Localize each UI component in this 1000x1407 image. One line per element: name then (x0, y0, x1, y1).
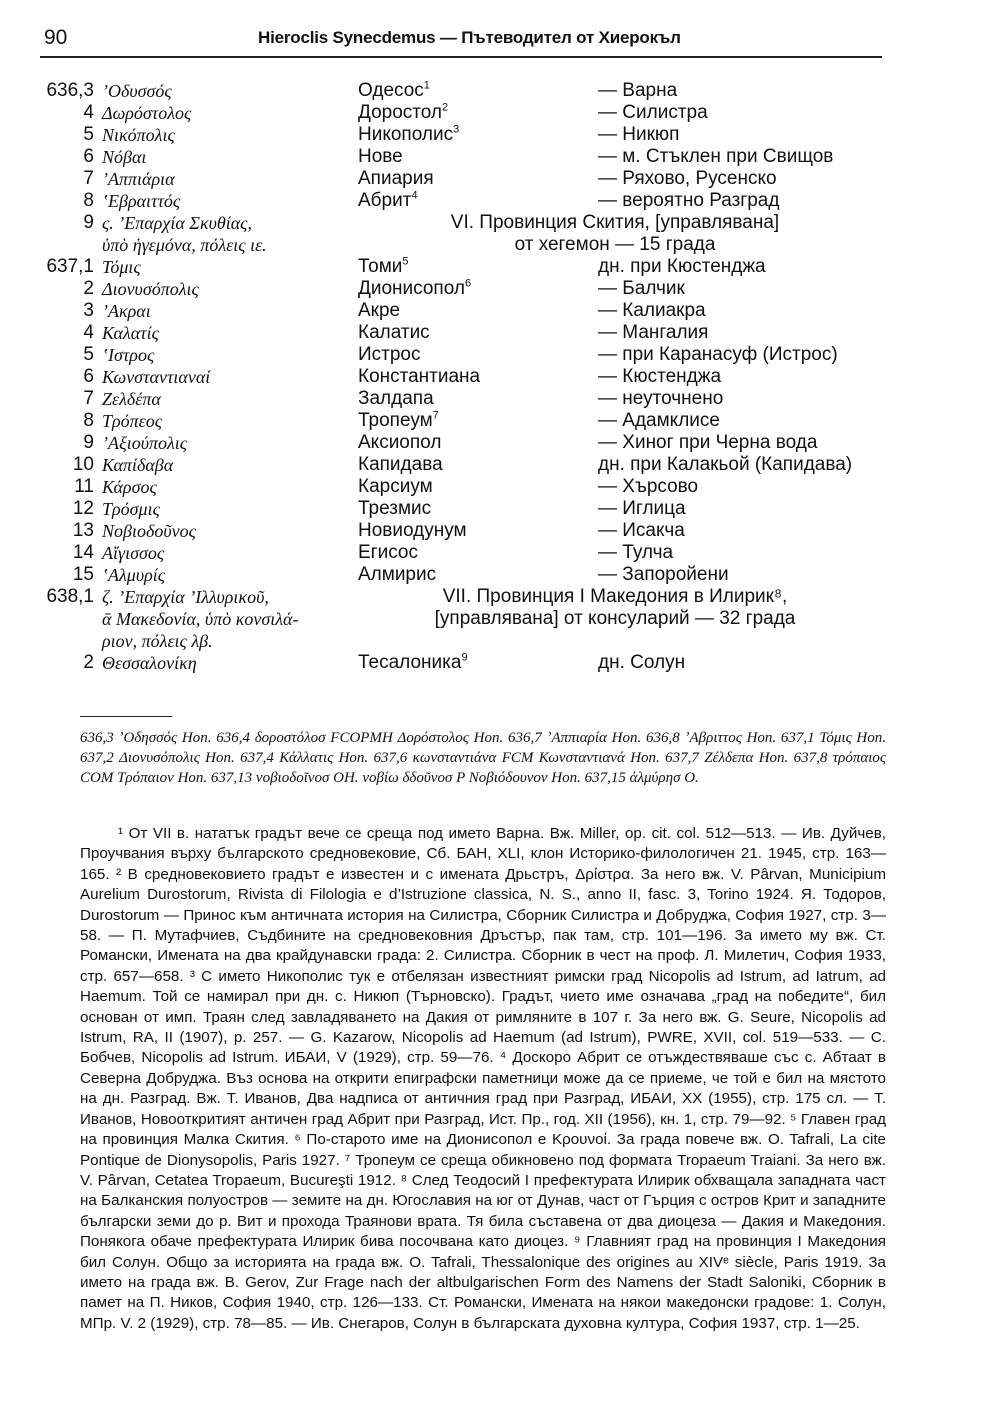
entry-row (0, 542, 1000, 564)
greek-name: ʼΑξιούπολις (102, 433, 188, 453)
modern-name: дн. при Кюстенджа (598, 256, 766, 277)
greek-name: Καπίδαβα (102, 455, 174, 475)
greek-name: Διονυσόπολις (102, 279, 199, 299)
footnote-ref: 7 (432, 409, 439, 422)
greek-name: ʼΑκραι (102, 301, 151, 321)
entry-row (0, 498, 1000, 520)
entry-row (0, 520, 1000, 542)
bulgarian-name: Нове (358, 146, 403, 167)
bulgarian-name: Аксиопол (358, 432, 442, 453)
footnote-ref: 9 (461, 651, 468, 664)
entry-number: 4 (83, 102, 94, 123)
greek-name: Τόμις (102, 257, 141, 277)
entry-row (0, 476, 1000, 498)
bulgarian-name: Никополис$^3$ (358, 123, 460, 145)
running-head: Hieroclis Synecdemus — Пътеводител от Хиерокъл (258, 28, 681, 47)
entry-number: 2 (83, 278, 94, 299)
bulgarian-name: Карсиум (358, 476, 433, 497)
modern-name: — Кюстенджа (598, 366, 722, 387)
bulgarian-name: Алмирис (358, 564, 437, 585)
entry-row (0, 432, 1000, 454)
greek-name: ς. ʼΕπαρχία Σκυθίας, (102, 213, 252, 233)
footnote-ref: 4 (411, 189, 418, 202)
footnote-ref: 1 (423, 79, 430, 92)
footnote-ref: 5 (402, 255, 409, 268)
entry-number: 11 (74, 476, 94, 497)
bulgarian-name: Тропеум$^7$ (358, 409, 439, 431)
entry-row (0, 124, 1000, 146)
modern-name: — Хиног при Черна вода (598, 432, 818, 453)
entry-number: 7 (83, 388, 94, 409)
greek-name: Κάρσος (102, 477, 157, 497)
province-heading: VII. Провинция I Македония в Илирик⁸, (442, 586, 788, 607)
greek-name: Κωνσταντιαναί (102, 367, 211, 387)
entry-number: 12 (72, 498, 94, 519)
entry-row (0, 586, 1000, 608)
modern-name: — Калиакра (598, 300, 706, 321)
bulgarian-name: Калатис (358, 322, 430, 343)
province-heading: от хегемон — 15 града (514, 234, 716, 255)
greek-name: ʽΙστρος (102, 345, 155, 365)
page-number: 90 (44, 26, 68, 49)
entry-number: 9 (83, 212, 94, 233)
modern-name: дн. при Калакьой (Капидава) (598, 454, 853, 475)
bulgarian-name: Акре (358, 300, 401, 321)
bulgarian-name: Доростол$^2$ (358, 101, 449, 123)
entry-number: 4 (83, 322, 94, 343)
bulgarian-name: Залдапа (358, 388, 434, 409)
entry-number: 636,3 (46, 80, 94, 101)
bulgarian-name: Капидава (358, 454, 443, 475)
greek-name: ὑπὸ ἡγεμόνα, πόλεις ιε. (102, 235, 267, 255)
greek-name: Καλατίς (102, 323, 159, 343)
modern-name: — Ряхово, Русенско (598, 168, 777, 189)
entry-row (0, 256, 1000, 278)
footnote-paragraph: ¹ От VII в. нататък градът вече се среща под името Варна. Вж. Miller, op. cit. col. 512—513. — Ив. Дуйчев, Проучвания върху българското средновековие, Сб. БАН, XLI, клон Историко-филологичен 21. 1945, стр. 163—165. ² В средновековието градът е известен и с имената Дрьстръ, Δρίστρα. За него вж. V. Pârvan, Municipium Aurelium Durostorum, Rivista di Filologia e d’Istruzione classica, N. S., anno II, fasc. 3, Torino 1924. Я. Тодоров, Durostorum — Принос към античната история на Силистра, Сборник Силистра и Добруджа, София 1927, стр. 3—58. — П. Мутафчиев, Съдбините на средновековния Дръстър, пак там, стр. 101—196. За името му вж. Ст. Романски, Имената на два крайдунавски града: 2. Силистра. Сборник в чест на проф. Л. Милетич, София 1933, стр. 657—658. ³ С името Никополис тук е отбелязан известният римски град Nicopolis ad Istrum, ad Iatrum, ad Haemum. Той се намирал при дн. с. Никюп (Търновско). Градът, чието име означава „град на победите“, бил основан от имп. Траян след завладяването на Дакия от римляните в 107 г. За него вж. G. Seure, Nicopolis ad Istrum, RA, II (1907), p. 257. — G. Kazarow, Nicopolis ad Haemum (ad Istrum), PWRE, XVII, col. 519—533. — С. Бобчев, Nicopolis ad Istrum. ИБАИ, V (1929), стр. 59—76. ⁴ Доскоро Абрит се отъждествяваше със с. Абтаат в Северна Добруджа. Въз основа на открити епиграфски паметници може да се приеме, че той е бил на мястото на дн. Разград. Вж. Т. Иванов, Два надписа от античния град при Разград, ИБАИ, XX (1955), стр. 175 сл. — Т. Иванов, Новооткритият античен град Абрит при Разград, Ист. Пр., год. XII (1956), кн. 1, стр. 79—92. ⁵ Главен град на провинция Малка Скития. ⁶ По-старото име на Дионисопол е Κρουνοί. За града повече вж. O. Tafrali, La cite Pontique de Dionysopolis, Paris 1927. ⁷ Тропеум се среща обикновено под формата Tropaeum Traiani. За него вж. V. Pârvan, Cetatea Tropaeum, Bucureşti 1912. ⁸ След Теодосий I префектурата Илирик обхващала западната част на Балканския полуостров — земите на дн. Югославия на юг от Дунав, част от Гърция с остров Крит и западните български земи до р. Вит и прохода Траянови врата. Тя била съставена от два диоцеза — Дакия и Македония. Понякога обаче префектурата Илирик бива посочвана като диоцез. ⁹ Главният град на провинция I Македония бил Солун. Общо за историята на града вж. O. Tafrali, Thessalonique des origines au XIVᵉ siècle, Paris 1919. За името на града вж. B. Gerov, Zur Frage nach der altbulgarischen Form des Namens der Stadt Saloniki, Сборник в памет на П. Ников, София 1940, стр. 126—133. Ст. Романски, Имената на някои македонски градове: 1. Солун, МПр. V. 2 (1929), стр. 78—85. — Ив. Снегаров, Солун в българската духовна култура, София 1937, стр. 1—25. (80, 825, 886, 1332)
footnote-ref: 6 (464, 277, 472, 290)
entry-number: 9 (83, 432, 94, 453)
entry-row (0, 454, 1000, 476)
entry-row (0, 388, 1000, 410)
greek-name: ζ. ʼΕπαρχία ʼΙλλυρικοῦ, (102, 587, 269, 607)
greek-name: ʽΕβραιττός (102, 191, 181, 211)
modern-name: — Варна (598, 80, 678, 101)
greek-name: Νικόπολις (102, 125, 175, 145)
entry-number: 8 (83, 410, 94, 431)
entry-row (0, 410, 1000, 432)
entry-number: 2 (83, 652, 94, 673)
greek-name: Ζελδέπα (102, 389, 161, 409)
modern-name: — Силистра (598, 102, 708, 123)
modern-name: — Мангалия (598, 322, 709, 343)
greek-name: ʽΑλμυρίς (102, 565, 166, 585)
modern-name: — Запоройени (598, 564, 729, 585)
modern-name: — Адамклисе (598, 410, 720, 431)
entry-row (0, 168, 1000, 190)
entry-number: 7 (83, 168, 94, 189)
modern-name: — Никюп (598, 124, 680, 145)
bulgarian-name: Абрит$^4$ (358, 189, 418, 211)
entry-number: 6 (83, 146, 94, 167)
entry-number: 5 (83, 124, 94, 145)
page-header (40, 26, 882, 58)
entry-number: 638,1 (46, 586, 94, 607)
entry-number: 3 (83, 300, 94, 321)
greek-name: Τρόπεος (102, 411, 163, 431)
bulgarian-name: Дионисопол$^6$ (358, 277, 472, 299)
entry-number: 6 (83, 366, 94, 387)
bulgarian-name: Истрос (358, 344, 421, 365)
greek-name: Νόβαι (102, 147, 147, 167)
modern-name: — Хърсово (598, 476, 699, 497)
greek-name: ʼΑππιάρια (102, 169, 175, 189)
greek-name: Θεσσαλονίκη (102, 653, 197, 673)
modern-name: — вероятно Разград (598, 190, 780, 211)
critical-apparatus: 636,3 ʼΟδησσός Hon. 636,4 δοροστόλοσ FCOPMH Δορόστολος Hon. 636,7 ʼΑππιαρία Hon. 636,8 ʼΑβριττος Hon. 637,1 Τόμις Hon. 637,2 Διονυσόπολις Hon. 637,4 Κάλλατις Hon. 637,6 κωνσταντιάνα FCM Κωνσταντιανά Hon. 637,7 Ζέλδεπα Hon. 637,8 τρόπαιος COM Τρόπαιον Hon. 637,13 νοβιοδοῖνοσ OH. νοβίω δδοῦνοσ P Νοβιόδουνον Hon. 637,15 ἁλμύρησ O. (80, 730, 886, 786)
entry-number: 8 (83, 190, 94, 211)
apparatus-rule (80, 716, 172, 717)
entry-row (0, 212, 1000, 234)
bulgarian-name: Апиария (358, 168, 434, 189)
bulgarian-name: Новиодунум (358, 520, 467, 541)
entry-row (0, 652, 1000, 674)
entry-number: 13 (72, 520, 94, 541)
greek-name: Νοβιοδοῦνος (102, 521, 196, 541)
entry-row (0, 80, 1000, 102)
bulgarian-name: Томи$^5$ (358, 255, 409, 277)
entry-row (0, 344, 1000, 366)
modern-name: — при Каранасуф (Истрос) (598, 344, 838, 365)
entry-row (0, 608, 1000, 630)
bulgarian-name: Одесос$^1$ (358, 79, 430, 101)
entry-row (0, 146, 1000, 168)
entry-row (0, 300, 1000, 322)
bulgarian-name: Трезмис (358, 498, 432, 519)
footnote-ref: 2 (442, 101, 449, 114)
modern-name: — Иглица (598, 498, 686, 519)
greek-name: ᾱ Μακεδονία, ὑπὸ κονσιλά- (102, 609, 299, 629)
entry-row (0, 234, 1000, 256)
modern-name: — Балчик (598, 278, 685, 299)
entry-row (0, 564, 1000, 586)
footnotes (80, 824, 886, 1334)
province-heading: VI. Провинция Скития, [управлявана] (450, 212, 780, 233)
entry-number: 637,1 (46, 256, 94, 277)
entry-row (0, 278, 1000, 300)
greek-name: Δωρόστολος (102, 103, 192, 123)
entry-number: 15 (72, 564, 94, 585)
footnote-ref: 3 (453, 123, 460, 136)
bulgarian-name: Егисос (358, 542, 418, 563)
modern-name: — м. Стъклен при Свищов (598, 146, 834, 167)
province-heading: [управлявана] от консуларий — 32 града (434, 608, 796, 629)
greek-name: ʼΟδυσσός (102, 81, 172, 101)
entry-number: 10 (72, 454, 94, 475)
greek-name: ριον, πόλεις λβ. (102, 631, 213, 651)
bulgarian-name: Тесалоника$^9$ (358, 651, 468, 673)
greek-name: Αἴγισσος (102, 543, 165, 563)
entries-table (0, 80, 1000, 674)
modern-name: — Тулча (598, 542, 674, 563)
modern-name: дн. Солун (598, 652, 686, 673)
greek-name: Τρόσμις (102, 499, 160, 519)
bulgarian-name: Константиана (358, 366, 481, 387)
entry-number: 5 (83, 344, 94, 365)
entry-row (0, 190, 1000, 212)
entry-number: 14 (72, 542, 94, 563)
modern-name: — Исакча (598, 520, 685, 541)
entry-row (0, 322, 1000, 344)
entry-row (0, 630, 1000, 652)
entry-row (0, 366, 1000, 388)
modern-name: — неуточнено (598, 388, 724, 409)
entry-row (0, 102, 1000, 124)
